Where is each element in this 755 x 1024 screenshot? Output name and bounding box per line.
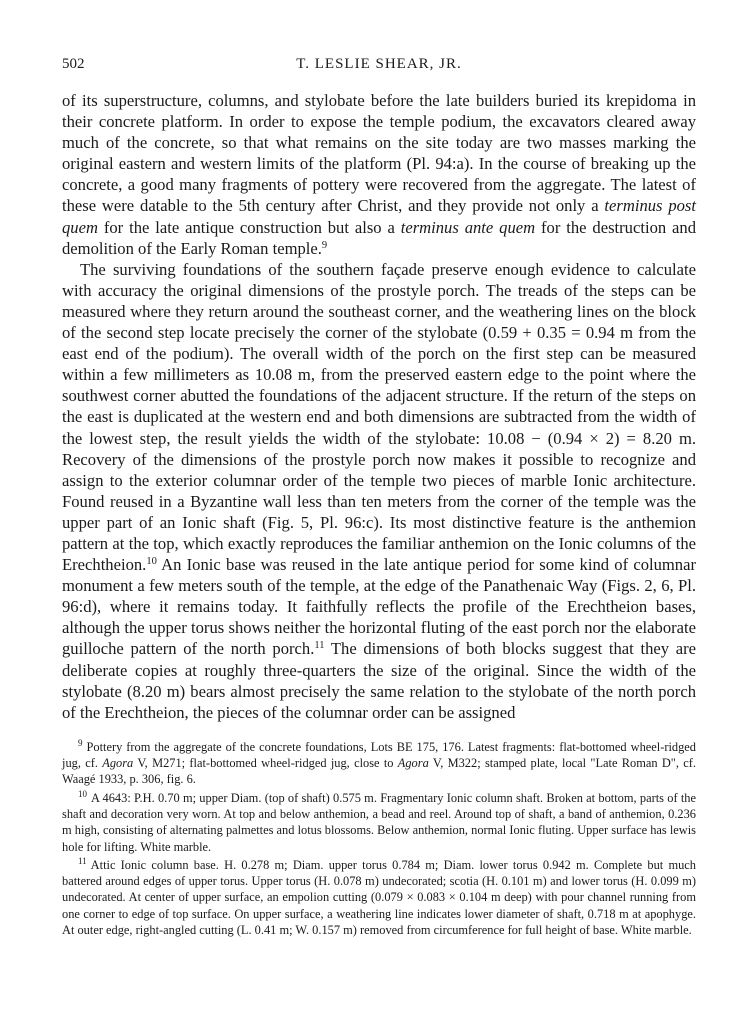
text-run: V, M271; flat-bottomed wheel-ridged jug, close to: [133, 756, 398, 771]
page: [62, 56, 696, 940]
text-run: V, M322; stamped plate, local "Late Roman D", cf. Waagé 1933, p. 306, fig. 6.: [62, 756, 696, 787]
body-text: [62, 90, 696, 723]
footnote-ref-9: 9: [321, 239, 328, 251]
text-run: Pottery from the aggregate of the concrete foundations, Lots BE 175, 176. Latest fragments: flat-bottomed wheel-ridged jug, cf.: [62, 739, 696, 771]
italic-phrase: terminus ante quem: [400, 217, 536, 237]
italic-phrase: Agora: [397, 756, 429, 771]
page-header: [62, 56, 696, 78]
text-run: The surviving foundations of the southern façade preserve enough evidence to calculate with accuracy the original dimensions of the prostyle porch. The treads of the steps can be measured where they return around the southeast corner, and the weathering lines on the block of the second step locate precisely the corner of the stylobate (0.59 + 0.35 = 0.94 m from the east end of the podium). The overall width of the porch on the first step can be measured within a few millimeters as 10.08 m, from the preserved eastern edge to the point where the southwest corner abutted the foundations of the adjacent structure. If the return of the steps on the east is duplicated at the western end and both dimensions are subtracted from the width of the lowest step, the result yields the width of the stylobate: 10.08 − (0.94 × 2) = 8.20 m. Recovery of the dimensions of the prostyle porch now makes it possible to recognize and assign to the exterior columnar order of the temple two pieces of marble Ionic architecture. Found reused in a Byzantine wall less than ten meters from the corner of the temple was the upper part of an Ionic shaft (Fig. 5, Pl. 96:c). Its most distinctive feature is the anthemion pattern at the top, which exactly reproduces the familiar anthemion on the Ionic columns of the Erechtheion.: [62, 259, 696, 575]
footnote-9: [62, 739, 696, 788]
running-head: T. LESLIE SHEAR, JR.: [296, 56, 462, 72]
footnote-10: [62, 790, 696, 855]
text-run: for the late antique construction but also a: [97, 217, 401, 237]
footnote-number: 11: [78, 855, 87, 866]
footnote-number: 9: [78, 737, 83, 748]
footnote-ref-10: 10: [146, 556, 157, 568]
footnote-text: Attic Ionic column base. H. 0.278 m; Diam. upper torus 0.784 m; Diam. lower torus 0.942 m. Complete but much battered around edges of upper torus. Upper torus (H. 0.078 m) undecorated; scotia (H. 0.101 m) and lower torus (H. 0.099 m) undecorated. At center of upper surface, an empolion cutting (0.079 × 0.083 × 0.104 m deep) with pour channel running from one corner to edge of top surface. On upper surface, a weathering line indicates lower diameter of shaft, 0.718 m at apophyge. At outer edge, right-angled cutting (L. 0.41 m; W. 0.157 m) removed from circumference for full height of base. White marble.: [62, 857, 696, 938]
text-run: for the destruction and demolition of the Early Roman temple.: [62, 217, 697, 258]
text-run: The dimensions of both blocks suggest that they are deliberate copies at roughly three-quarters the size of the original. Since the width of the stylobate (8.20 m) bears almost precisely the same relation to the stylobate of the north porch of the Erechtheion, the pieces of the columnar order can be assigned: [62, 639, 696, 722]
italic-phrase: Agora: [102, 756, 134, 771]
footnote-ref-11: 11: [314, 640, 325, 652]
footnote-11: [62, 857, 696, 938]
footnote-number: 10: [78, 788, 87, 799]
text-run: of its superstructure, columns, and stylobate before the late builders buried its krepidoma in their concrete platform. In order to expose the temple podium, the excavators cleared away much of the concrete, so that what remains on the site today are two masses marking the original eastern and western limits of the platform (Pl. 94:a). In the course of breaking up the concrete, a good many fragments of pottery were recovered from the aggregate. The latest of these were datable to the 5th century after Christ, and they provide not only a: [62, 91, 696, 216]
footnotes: [62, 739, 696, 939]
paragraph-1: [62, 90, 696, 259]
italic-phrase: terminus post quem: [62, 196, 697, 237]
paragraph-2: [62, 259, 696, 723]
page-number: 502: [62, 56, 85, 72]
text-run: An Ionic base was reused in the late antique period for some kind of columnar monument a few meters south of the temple, at the edge of the Panathenaic Way (Figs. 2, 6, Pl. 96:d), where it remains today. It faithfully reflects the profile of the Erechtheion bases, although the upper torus shows neither the horizontal fluting of the east porch nor the elaborate guilloche pattern of the north porch.: [62, 555, 696, 659]
footnote-text: A 4643: P.H. 0.70 m; upper Diam. (top of shaft) 0.575 m. Fragmentary Ionic column shaft. Broken at bottom, parts of the shaft and decoration very worn. At top and below anthemion, a bead and reel. Around top of shaft, a band of anthemion, 0.236 m high, consisting of alternating palmettes and lotus blossoms. Below anthemion, normal Ionic fluting. Upper surface has lewis hole for lifting. White marble.: [62, 790, 696, 854]
